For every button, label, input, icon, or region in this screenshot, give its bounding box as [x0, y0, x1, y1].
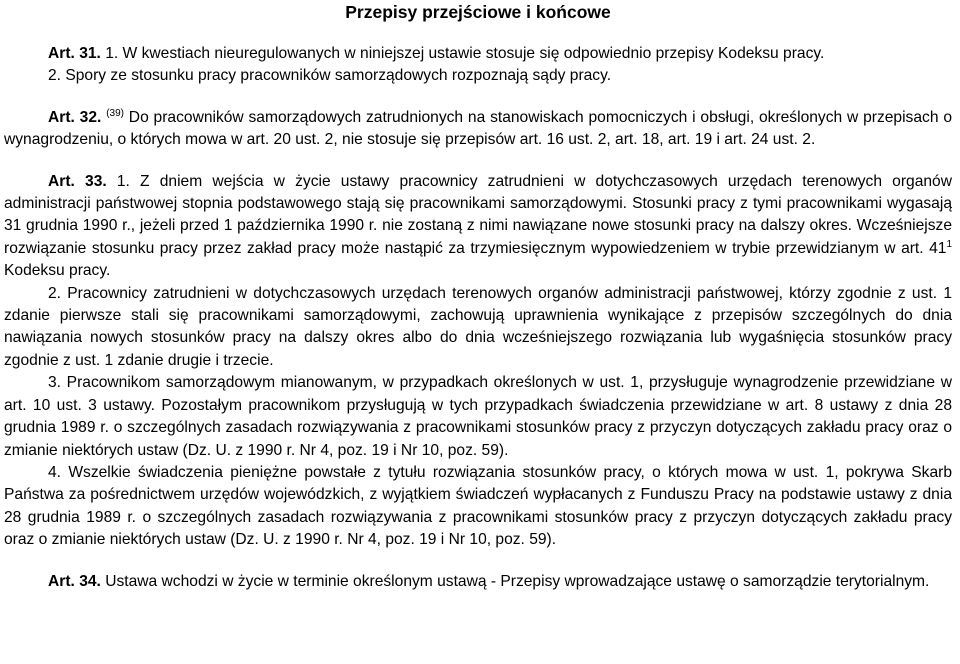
- section-heading: Przepisy przejściowe i końcowe: [345, 2, 611, 22]
- article-31-text-1: 1. W kwestiach nieuregulowanych w niniejszej ustawie stosuje się odpowiednio przepisy Kodeksu pracy.: [100, 45, 825, 62]
- article-33-text-2: 2. Pracownicy zatrudnieni w dotychczasowych urzędach terenowych organów administracji państwowej, którzy zgodnie z ust. 1 zdanie pierwsze stali się pracownikami samorządowymi, zachowują uprawnienia wynikające z przepisów szczególnych do dnia nawiązania nowych stosunków pracy na dalszy okres albo do dnia wcześniejszego rozwiązania lub wygaśnięcia stosunków pracy zgodnie z ust. 1 zdanie drugie i trzecie.: [4, 284, 952, 369]
- article-31-text-2: 2. Spory ze stosunku pracy pracowników samorządowych rozpoznają sądy pracy.: [48, 67, 612, 85]
- article-32-label: Art. 32.: [48, 108, 102, 126]
- article-33: [4, 171, 952, 552]
- article-33-text-1a: 1. Z dniem wejścia w życie ustawy pracownicy zatrudnieni w dotychczasowych urzędach terenowych organów administracji państwowej stopnia podstawowego stają się pracownikami samorządowymi. Stosunki pracy z tymi pracownikami wygasają 31 grudnia 1990 r., jeżeli przed 1 października 1990 r. nie zostaną z nimi nawiązane nowe stosunki pracy na dalszy okres. Wcześniejsze rozwiązanie stosunku pracy przez zakład pracy może nastąpić za trzymiesięcznym wypowiedzeniem w trybie przewidzianym w art. 41: [4, 172, 952, 257]
- article-33-paragraph-1: [4, 171, 952, 283]
- article-33-paragraph-2: [4, 283, 952, 373]
- article-32-footnote-marker: (39): [106, 107, 124, 119]
- article-32-paragraph: [4, 107, 952, 152]
- article-31-label: Art. 31.: [48, 45, 101, 62]
- article-31: [4, 43, 952, 88]
- article-33-paragraph-4: [4, 462, 952, 552]
- article-34: [4, 571, 952, 593]
- article-33-paragraph-3: [4, 372, 952, 462]
- article-33-text-3: 3. Pracownikom samorządowym mianowanym, w przypadkach określonych w ust. 1, przysługuje wynagrodzenie przewidziane w art. 10 ust. 3 ustawy. Pozostałym pracownikom przysługują w tych przypadkach świadczenia przewidziane w art. 8 ustawy z dnia 28 grudnia 1989 r. o szczególnych zasadach rozwiązywania z pracownikami stosunków pracy z przyczyn dotyczących zakładu pracy oraz o zmianie niektórych ustaw (Dz. U. z 1990 r. Nr 4, poz. 19 i Nr 10, poz. 59).: [4, 374, 952, 459]
- article-31-paragraph-1: [4, 43, 952, 65]
- article-33-superscript: 1: [946, 238, 952, 250]
- article-32: [4, 107, 952, 152]
- article-34-label: Art. 34.: [48, 572, 101, 590]
- article-31-paragraph-2: [4, 65, 952, 87]
- article-32-text: Do pracowników samorządowych zatrudnionych na stanowiskach pomocniczych i obsługi, określonych w przepisach o wynagrodzeniu, o których mowa w art. 20 ust. 2, nie stosuje się przepisów art. 16 ust. 2, art. 18, art. 19 i art. 24 ust. 2.: [4, 108, 952, 149]
- article-33-text-1b: Kodeksu pracy.: [4, 262, 111, 280]
- article-33-text-4: 4. Wszelkie świadczenia pieniężne powstałe z tytułu rozwiązania stosunków pracy, o których mowa w ust. 1, pokrywa Skarb Państwa za pośrednictwem urzędów wojewódzkich, z wyjątkiem świadczeń wypłacanych z Funduszu Pracy na podstawie ustawy z dnia 28 grudnia 1989 r. o szczególnych zasadach rozwiązywania z pracownikami stosunków pracy z przyczyn dotyczących zakładu pracy oraz o zmianie niektórych ustaw (Dz. U. z 1990 r. Nr 4, poz. 19 i Nr 10, poz. 59).: [4, 463, 952, 549]
- article-34-text: Ustawa wchodzi w życie w terminie określonym ustawą - Przepisy wprowadzające ustawę o samorządzie terytorialnym.: [100, 572, 930, 590]
- article-33-label: Art. 33.: [48, 172, 107, 190]
- article-34-paragraph: [4, 571, 952, 593]
